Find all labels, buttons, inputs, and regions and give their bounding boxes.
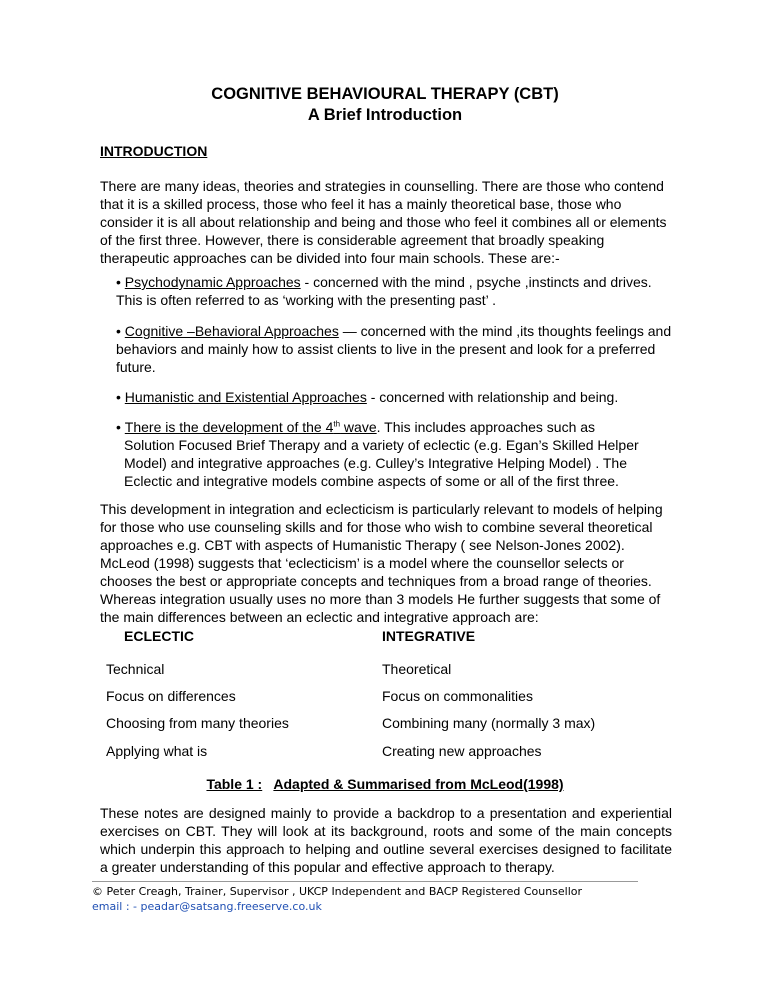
notes-paragraph: These notes are designed mainly to provide a backdrop to a presentation and experiential exercises on CBT. They will look at its background, roots and some of the main concepts which underpin this approach to helping and outline several exercises designed to facilitate a greater understanding of this popular and effective approach to therapy. [100, 805, 672, 875]
table-header-eclectic: ECLECTIC [124, 628, 194, 644]
footer-credit: © Peter Creagh, Trainer, Supervisor , UKCP Independent and BACP Registered Counsellor [92, 885, 583, 898]
integration-paragraph: This development in integration and eclecticism is particularly relevant to models of helping for those who use counseling skills and for those who wish to combine several theoretical approaches e.g. CBT with aspects of Humanistic Therapy ( see Nelson-Jones 2002). McLeod (1998) suggests that ‘eclecticism’ is a model where the counsellor selects or chooses the best or appropriate concepts and techniques from a broad range of theories. Whereas integration usually uses no more than 3 models He further suggests that some of the main differences between an eclectic and integrative approach are: [100, 501, 663, 625]
list-item-cognitive-behavioral [116, 322, 676, 376]
bullet-marker: • [116, 389, 121, 405]
table-cell: Choosing from many theories [106, 715, 289, 731]
table-caption-label: Table 1 : [206, 776, 263, 792]
table-cell: Creating new approaches [382, 743, 542, 759]
table-cell: Applying what is [106, 743, 208, 759]
list-item-fourth-wave [116, 418, 676, 490]
table-row [100, 743, 660, 763]
table-caption-text: Adapted & Summarised from McLeod(1998) [273, 776, 564, 792]
approach-description: - concerned with the mind , psyche ,instincts and drives. This is often referred to as ‘working with the presenting past’ . [116, 274, 652, 308]
approach-name: Psychodynamic Approaches [124, 274, 301, 290]
footer-divider [92, 881, 638, 882]
approach-description-continued: Solution Focused Brief Therapy and a variety of eclectic (e.g. Egan’s Skilled Helper Model) and integrative approaches (e.g. Culley’s Integrative Helping Model) . The Eclectic and integrative models combine aspects of some or all of the first three. [124, 437, 639, 489]
approach-name-part: wave [340, 419, 377, 435]
bullet-marker: • [116, 419, 121, 435]
table-cell: Focus on differences [106, 688, 236, 704]
approach-name: Humanistic and Existential Approaches [124, 389, 367, 405]
table-cell: Combining many (normally 3 max) [382, 715, 596, 731]
list-item-humanistic [116, 388, 676, 406]
ordinal-suffix: th [333, 419, 341, 429]
approach-name [125, 419, 377, 435]
list-item-psychodynamic [116, 273, 676, 309]
approach-description: . This includes approaches such as [376, 419, 596, 435]
table-cell: Focus on commonalities [382, 688, 533, 704]
table-cell: Technical [106, 661, 165, 677]
table-row [100, 715, 660, 735]
document-title: COGNITIVE BEHAVIOURAL THERAPY (CBT) [211, 85, 559, 103]
table-row [100, 688, 660, 708]
table-cell: Theoretical [382, 661, 452, 677]
table-header-integrative: INTEGRATIVE [382, 628, 476, 644]
table-row [100, 661, 660, 681]
approach-name: Cognitive –Behavioral Approaches [124, 323, 339, 339]
table-header-row [100, 628, 660, 648]
bullet-marker: • [116, 323, 121, 339]
footer-email-link[interactable]: email : - peadar@satsang.freeserve.co.uk [92, 900, 322, 913]
bullet-marker: • [116, 274, 121, 290]
intro-paragraph: There are many ideas, theories and strategies in counselling. There are those who contend that it is a skilled process, those who feel it has a mainly theoretical base, those who consider it is all about relationship and being and those who feel it combines all or elements of the first three. However, there is considerable agreement that broadly speaking therapeutic approaches can be divided into four main schools. These are:- [100, 178, 667, 266]
document-subtitle: A Brief Introduction [307, 106, 463, 124]
table-caption [100, 776, 670, 792]
approach-name-part: There is the development of the 4 [124, 419, 334, 435]
section-heading-introduction: INTRODUCTION [100, 143, 208, 159]
approach-description: — concerned with the mind ,its thoughts feelings and behaviors and mainly how to assist clients to live in the present and look for a preferred future. [116, 323, 672, 375]
approach-description: - concerned with relationship and being. [366, 389, 619, 405]
